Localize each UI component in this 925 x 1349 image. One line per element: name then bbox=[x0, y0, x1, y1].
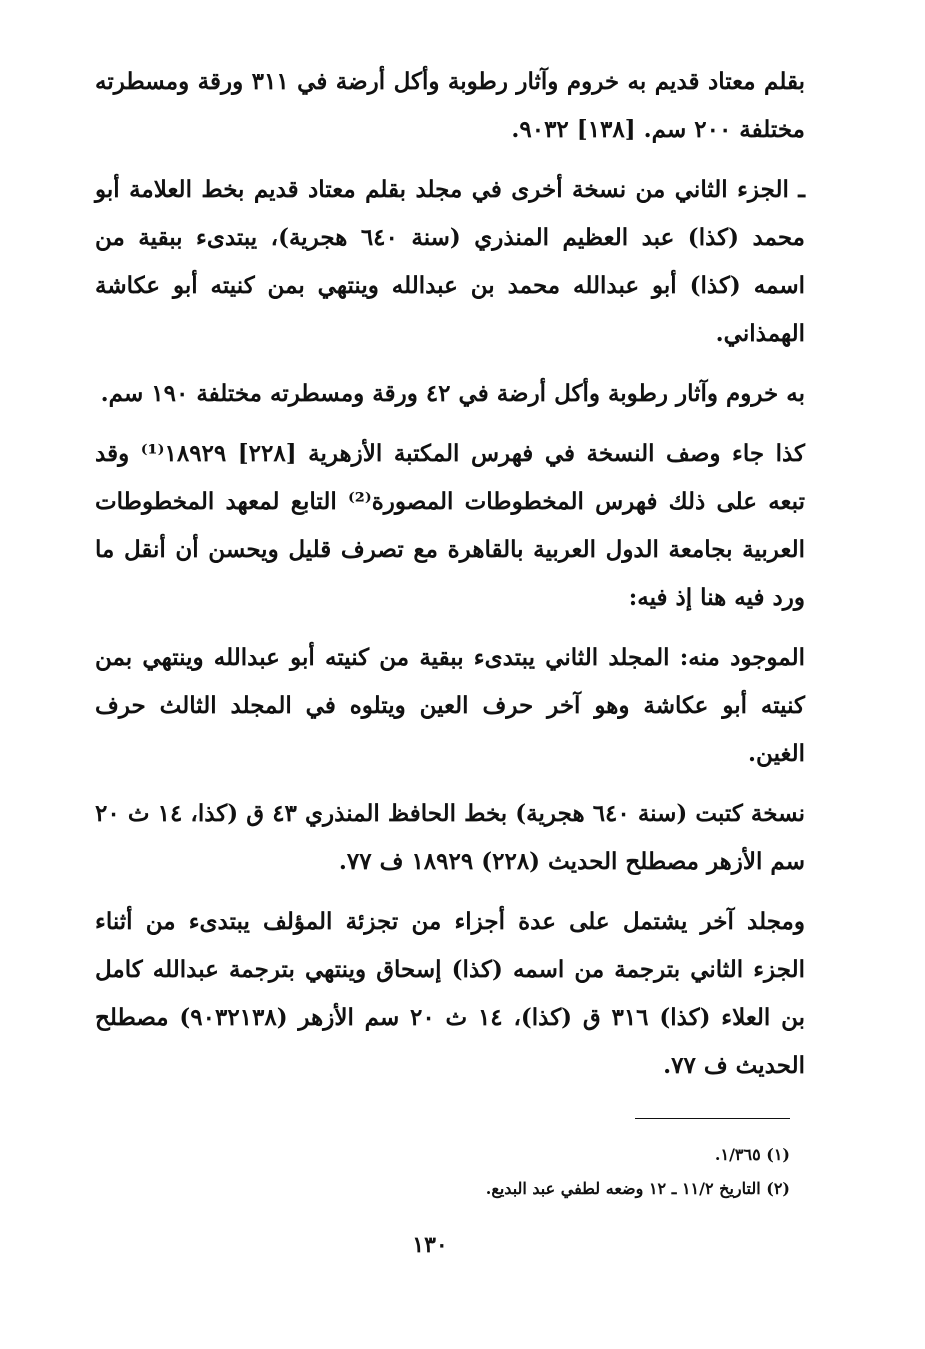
paragraph-2: ـ الجزء الثاني من نسخة أخرى في مجلد بقلم معتاد قديم بخط العلامة أبو محمد (كذا) عبد العظيم المنذري (سنة ٦٤٠ هجرية)، يبتدىء ببقية من اسمه (كذا) أبو عبدالله محمد بن عبدالله وينتهي بمن كنيته أبو عكاشة الهمذاني. bbox=[95, 176, 805, 347]
paragraph-4: كذا جاء وصف النسخة في فهرس المكتبة الأزهرية [٢٢٨] ١٨٩٢٩⁽¹⁾ وقد تبعه على ذلك فهرس المخطوطات المصورة⁽²⁾ التابع لمعهد المخطوطات العربية بجامعة الدول العربية بالقاهرة مع تصرف قليل ويحسن أن أنقل ما ورد فيه هنا إذ فيه: bbox=[95, 440, 805, 611]
footnote-2: (٢) التاريخ ١١/٢ ـ ١٢ وضعه لطفي عبد البديع. bbox=[485, 1179, 790, 1198]
paragraph-7: ومجلد آخر يشتمل على عدة أجزاء من تجزئة المؤلف يبتدىء من أثناء الجزء الثاني بترجمة من اسمه (كذا) إسحاق وينتهي بترجمة عبدالله كامل بن العلاء (كذا) ٣١٦ ق (كذا)، ١٤ ث ٢٠ سم الأزهر (٩٠٣٢١٣٨) مصطلح الحديث ف ٧٧. bbox=[95, 908, 806, 1079]
paragraph-5: الموجود منه: المجلد الثاني يبتدىء ببقية من كنيته أبو عبدالله وينتهي بمن كنيته أبو عكاشة وهو آخر حرف العين ويتلوه في المجلد الثالث حرف الغين. bbox=[95, 644, 805, 767]
footnote-1: (١) ١/٣٦٥. bbox=[714, 1145, 790, 1164]
footnote-separator bbox=[635, 1118, 790, 1119]
footnotes bbox=[290, 1138, 790, 1206]
paragraph-6: نسخة كتبت (سنة ٦٤٠ هجرية) بخط الحافظ المنذري ٤٣ ق (كذا، ١٤ ث ٢٠ سم الأزهر مصطلح الحديث (٢٢٨) ١٨٩٢٩ ف ٧٧. bbox=[95, 800, 805, 875]
paragraph-3: به خروم وآثار رطوبة وأكل أرضة في ٤٢ ورقة ومسطرته مختلفة ١٩٠ سم. bbox=[100, 380, 805, 407]
body-text-block bbox=[95, 58, 805, 1102]
paragraph-1: بقلم معتاد قديم به خروم وآثار رطوبة وأكل أرضة في ٣١١ ورقة ومسطرته مختلفة ٢٠٠ سم. [١٣٨] ٩٠٣٢. bbox=[95, 68, 805, 143]
page-number: ١٣٠ bbox=[412, 1232, 448, 1258]
